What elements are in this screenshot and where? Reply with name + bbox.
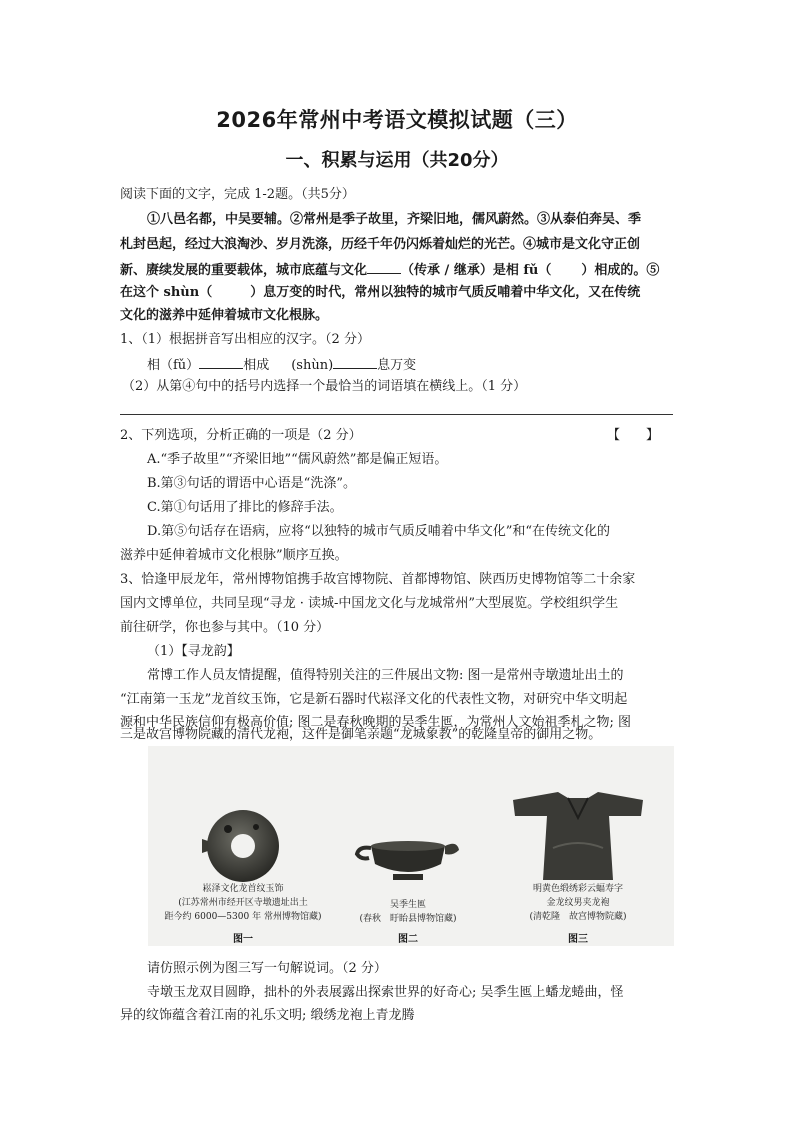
question-2-stem: 2、下列选项，分析正确的一项是（2 分）	[120, 428, 362, 443]
answer-line[interactable]	[120, 414, 673, 415]
fill-blank[interactable]	[367, 259, 401, 274]
passage-text: （传承 / 继承）是相 fǔ（	[401, 263, 552, 278]
option-d-cont: 滋养中延伸着城市文化根脉”顺序互换。	[120, 548, 348, 563]
example-line: 寺墩玉龙双目圆睁，拙朴的外表展露出探索世界的好奇心; 吴季生匜上蟠龙蜷曲，怪	[147, 985, 624, 1000]
dragon-robe-image	[513, 788, 643, 883]
figure-label: 图二	[398, 934, 418, 945]
paragraph-line: “江南第一玉龙”龙首纹玉饰，它是新石器时代崧泽文化的代表性文物，对研究中华文明起	[120, 692, 628, 707]
intro-text: 阅读下面的文字，完成 1-2题。（共5分）	[120, 187, 355, 202]
artifact-figures	[148, 746, 674, 946]
pinyin-label: (shùn)	[291, 358, 334, 373]
question-1-sub2: （2）从第④句中的括号内选择一个最恰当的词语填在横线上。（1 分）	[122, 379, 527, 394]
sub-question-heading: （1）【寻龙韵】	[147, 644, 240, 659]
figure-caption: 明黄色缎绣彩云蝠寿字 金龙纹男夹龙袍 (清乾隆 故宫博物院藏)	[529, 884, 627, 922]
answer-blank[interactable]	[333, 354, 377, 369]
task-instruction: 请仿照示例为图三写一句解说词。（2 分）	[147, 961, 387, 976]
question-3-stem: 国内文博单位，共同呈现“寻龙 · 读城-中国龙文化与龙城常州”大型展览。学校组织学生	[120, 596, 619, 611]
option-c: C.第①句话用了排比的修辞手法。	[147, 500, 343, 515]
figure-label: 图三	[568, 934, 588, 945]
paragraph-line: 三是故宫博物院藏的清代龙袍，这件是御笔亲题“龙城象教”的乾隆皇帝的御用之物。	[120, 727, 602, 742]
passage-line: ①八邑名都，中吴要辅。②常州是季子故里，齐梁旧地，儒风蔚然。③从泰伯奔吴、季	[147, 212, 642, 227]
passage-text: 新、赓续发展的重要载体，城市底蕴与文化	[120, 263, 368, 278]
paragraph-line: 源和中华民族信仰有极高价值; 图二是春秋晚期的吴季生匜，为常州人文始祖季札之物; 图	[120, 715, 632, 730]
jade-dragon-ornament-image	[198, 801, 288, 891]
word-suffix: 相成	[243, 358, 270, 373]
passage-line: 文化的滋养中延伸着城市文化根脉。	[120, 308, 329, 323]
word-suffix: 息万变	[377, 358, 417, 373]
figure-caption: 崧泽文化龙首纹玉饰 (江苏常州市经开区寺墩遗址出土 距今约 6000—5300 年 常州博物馆藏)	[164, 884, 322, 922]
question-1-stem: 1、（1）根据拼音写出相应的汉字。（2 分）	[120, 332, 370, 347]
answer-bracket[interactable]: 【 】	[607, 428, 660, 443]
option-a: A.“季子故里”“齐梁旧地”“儒风蔚然”都是偏正短语。	[147, 452, 448, 467]
question-3-stem: 前往研学，你也参与其中。（10 分）	[120, 620, 330, 635]
answer-blank[interactable]	[199, 354, 243, 369]
passage-text: ）息万变的时代，常州以独特的城市气质反哺着中华文化，又在传统	[250, 285, 641, 300]
section-heading: 一、积累与运用（共20分）	[285, 150, 509, 171]
question-3-stem: 3、恰逢甲辰龙年，常州博物馆携手故宫博物院、首都博物馆、陕西历史博物馆等二十余家	[120, 572, 636, 587]
figure-caption: 吴季生匜 (春秋 盱眙县博物馆藏)	[359, 900, 457, 924]
bronze-yi-vessel-image	[353, 834, 463, 884]
passage-text: ）相成的。⑤	[581, 263, 660, 278]
paragraph-line: 常博工作人员友情提醒，值得特别关注的三件展出文物: 图一是常州寺墩遗址出土的	[147, 668, 624, 683]
passage-line	[120, 259, 659, 281]
passage-text: 在这个 shùn（	[120, 285, 213, 300]
passage-line: 札封邑起，经过大浪淘沙、岁月洗涤，历经千年仍闪烁着灿烂的光芒。④城市是文化守正创	[120, 237, 641, 252]
option-b: B.第③句话的谓语中心语是“洗涤”。	[147, 476, 356, 491]
question-1-items	[147, 354, 416, 376]
passage-line	[120, 283, 640, 303]
option-d: D.第⑤句话存在语病，应将“以独特的城市气质反哺着中华文化”和“在传统文化的	[147, 524, 611, 539]
page-title: 2026年常州中考语文模拟试题（三）	[216, 108, 578, 132]
figure-label: 图一	[233, 934, 253, 945]
example-line: 异的纹饰蕴含着江南的礼乐文明; 缎绣龙袍上青龙腾	[120, 1008, 415, 1023]
pinyin-label: 相（fǔ）	[147, 358, 200, 373]
